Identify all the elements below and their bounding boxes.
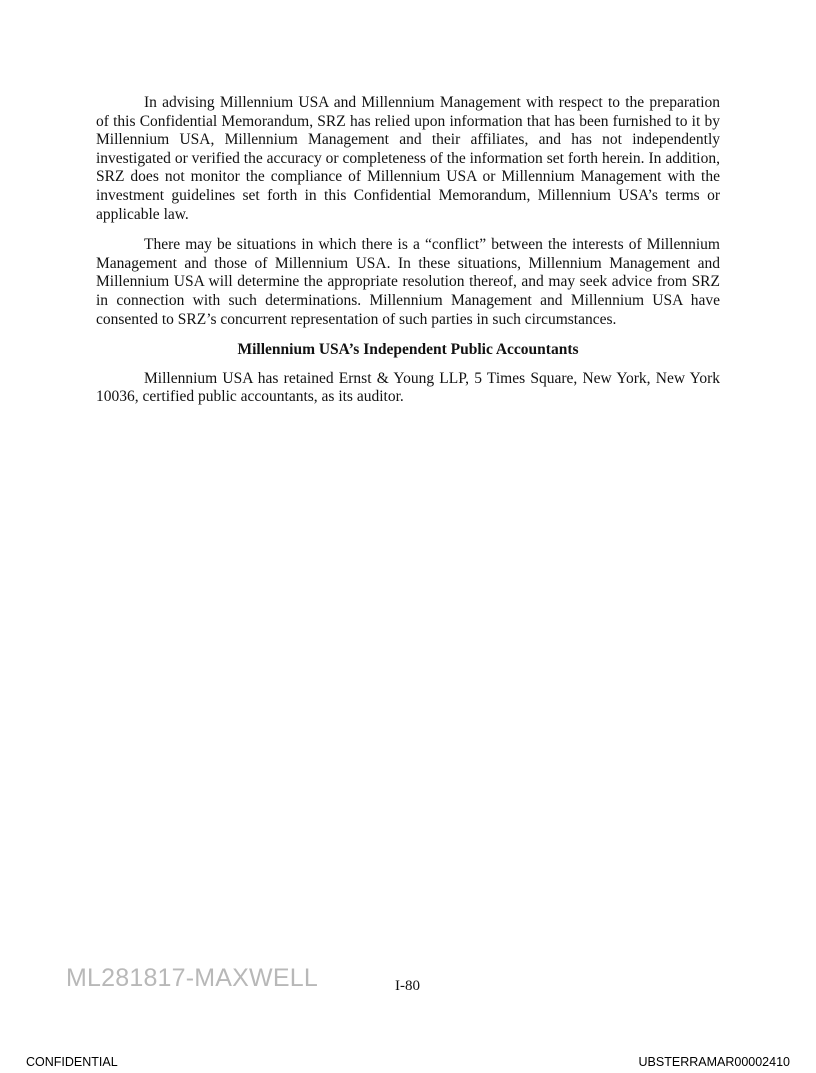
paragraph-auditor: Millennium USA has retained Ernst & Young LLP, 5 Times Square, New York, New York 10036, certified public accountants, as its auditor.: [96, 369, 720, 406]
footer-bates-number: UBSTERRAMAR00002410: [638, 1055, 790, 1069]
document-body: [96, 94, 720, 419]
page-number: I-80: [395, 978, 420, 994]
paragraph-srz-reliance: In advising Millennium USA and Millennium Management with respect to the preparation of this Confidential Memorandum, SRZ has relied upon information that has been furnished to it by Millennium USA, Millennium Management and their affiliates, and has not independently investigated or verified the accuracy or completeness of the information set forth herein. In addition, SRZ does not monitor the compliance of Millennium USA or Millennium Management with the investment guidelines set forth in this Confidential Memorandum, Millennium USA’s terms or applicable law.: [96, 94, 720, 223]
paragraph-conflict: There may be situations in which there is a “conflict” between the interests of Millennium Management and those of Millennium USA. In these situations, Millennium Management and Millennium USA will determine the appropriate resolution thereof, and may seek advice from SRZ in connection with such determinations. Millennium Management and Millennium USA have consented to SRZ’s concurrent representation of such parties in such circumstances.: [96, 236, 720, 328]
section-heading-accountants: Millennium USA’s Independent Public Accountants: [237, 341, 579, 359]
bates-watermark: ML281817-MAXWELL: [66, 964, 318, 992]
footer-confidential-label: CONFIDENTIAL: [26, 1055, 118, 1069]
